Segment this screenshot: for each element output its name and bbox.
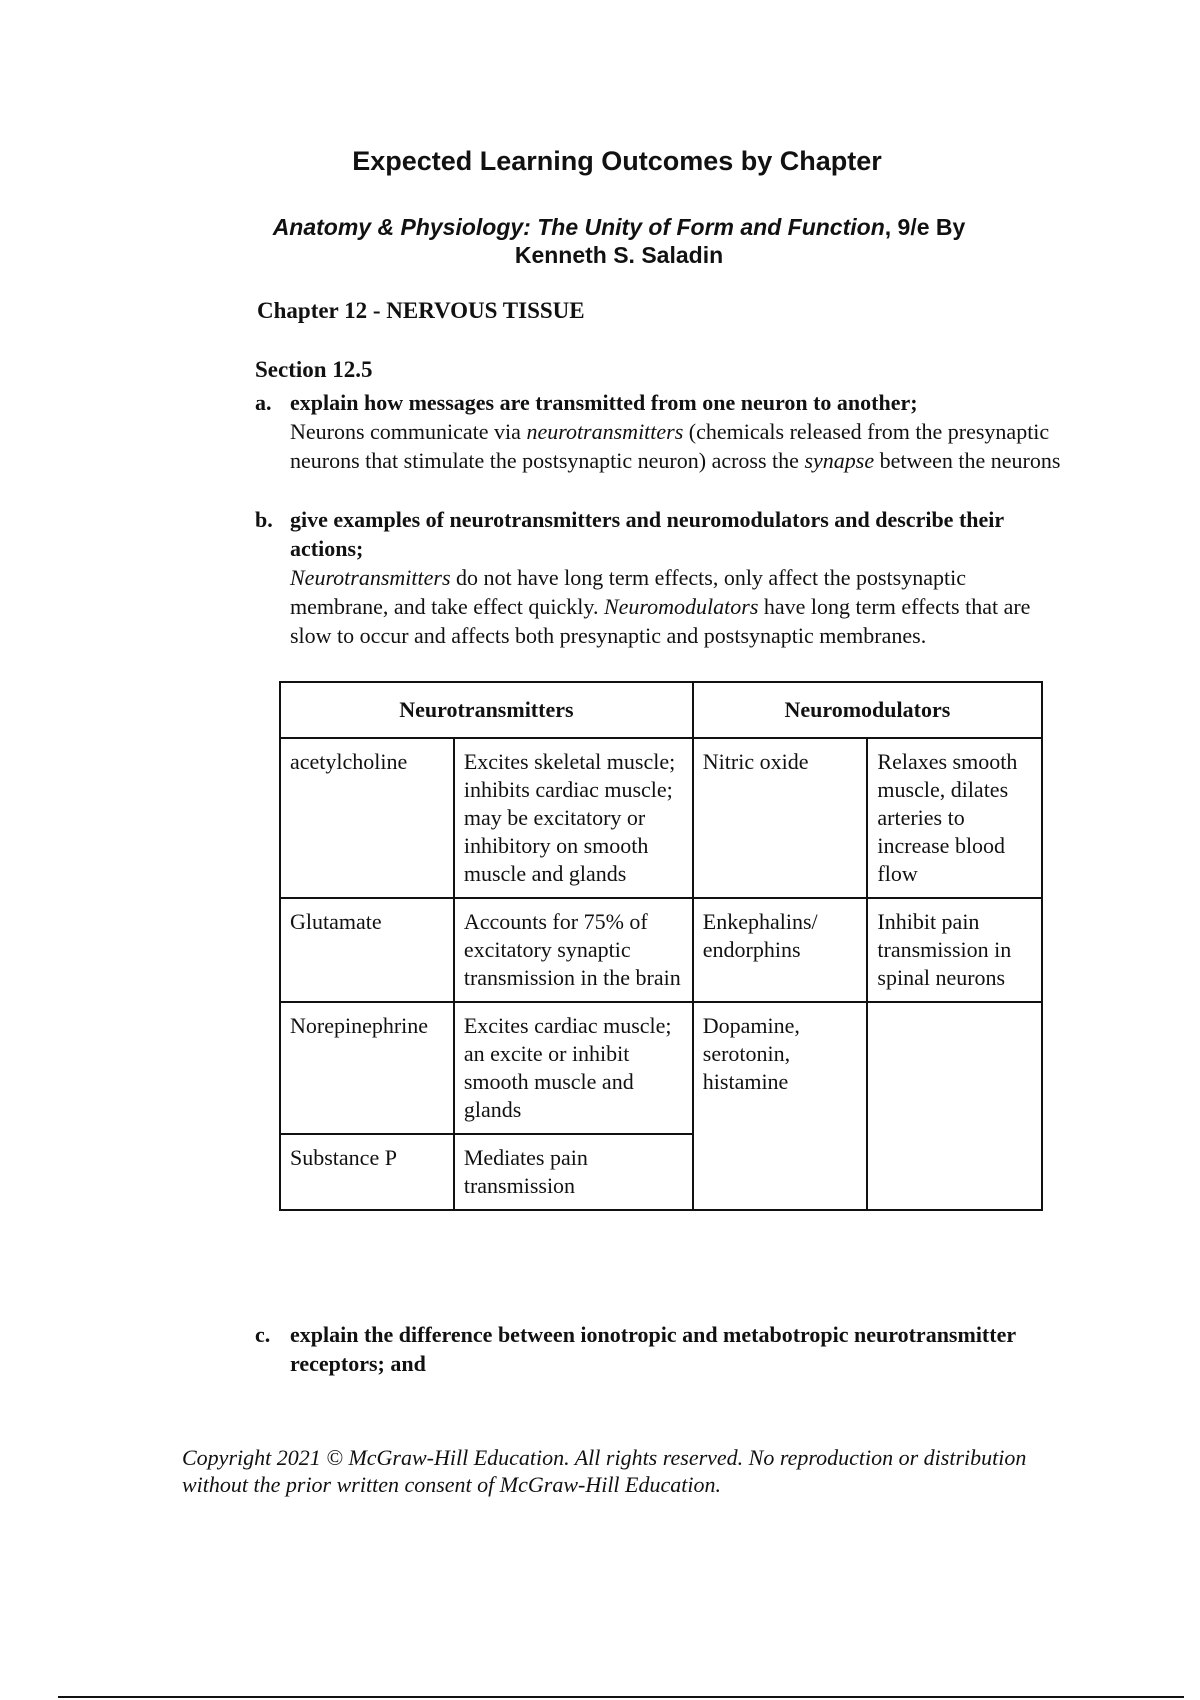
- outcome-item-b: [255, 505, 1065, 650]
- outcome-letter: c.: [255, 1322, 271, 1347]
- answer-term: neurotransmitters: [526, 419, 684, 444]
- book-title: Anatomy & Physiology: The Unity of Form and Function: [272, 214, 885, 240]
- section-heading: Section 12.5: [255, 357, 373, 382]
- transmitter-name: Glutamate: [280, 898, 454, 1002]
- book-citation: [254, 213, 984, 269]
- answer-text: do not have long term effects, only affect the postsynaptic membrane, and take effect quickly.: [290, 565, 966, 619]
- modulator-effect: Relaxes smooth muscle, dilates arteries to increase blood flow: [867, 738, 1042, 898]
- modulator-name: Dopamine, serotonin, histamine: [693, 1002, 868, 1210]
- chapter-heading: Chapter 12 - NERVOUS TISSUE: [257, 298, 585, 323]
- outcome-answer: [290, 417, 1065, 475]
- answer-text: (chemicals released from the presynaptic neurons that stimulate the postsynaptic neuron) across the: [290, 419, 1050, 473]
- answer-text: between the neurons: [874, 448, 1061, 473]
- modulator-effect: [867, 1002, 1042, 1210]
- answer-text: Neurons communicate via: [290, 419, 527, 444]
- outcome-letter: a.: [255, 390, 272, 415]
- header-neurotransmitters: Neurotransmitters: [280, 682, 693, 738]
- page-divider: [58, 1696, 1184, 1698]
- answer-term: Neurotransmitters: [290, 565, 451, 590]
- answer-term: Neuromodulators: [603, 594, 759, 619]
- outcome-question: explain how messages are transmitted from one neuron to another;: [290, 390, 918, 415]
- header-neuromodulators: Neuromodulators: [693, 682, 1042, 738]
- outcome-letter: b.: [255, 507, 273, 532]
- book-author: Kenneth S. Saladin: [514, 242, 724, 268]
- outcome-answer: [290, 563, 1065, 650]
- outcome-question: give examples of neurotransmitters and neuromodulators and describe their actions;: [290, 507, 1004, 561]
- transmitter-effect: Excites cardiac muscle; an excite or inhibit smooth muscle and glands: [454, 1002, 693, 1134]
- transmitter-name: acetylcholine: [280, 738, 454, 898]
- transmitter-effect: Accounts for 75% of excitatory synaptic transmission in the brain: [454, 898, 693, 1002]
- neurotransmitter-table: [279, 681, 1043, 1211]
- copyright-notice: Copyright 2021 © McGraw-Hill Education. All rights reserved. No reproduction or distribution without the prior written consent of McGraw-Hill Education.: [182, 1445, 1027, 1497]
- transmitter-name: Substance P: [280, 1134, 454, 1210]
- page-title: Expected Learning Outcomes by Chapter: [352, 146, 882, 176]
- transmitter-name: Norepinephrine: [280, 1002, 454, 1134]
- table-row: [280, 898, 1042, 1002]
- modulator-name: Enkephalins/ endorphins: [693, 898, 868, 1002]
- transmitter-effect: Mediates pain transmission: [454, 1134, 693, 1210]
- outcome-item-a: [255, 388, 1065, 475]
- answer-text: have long term effects that are slow to occur and affects both presynaptic and postsynaptic membranes.: [290, 594, 1031, 648]
- book-edition: , 9/e By: [884, 214, 966, 240]
- outcome-item-c: [255, 1320, 1065, 1378]
- outcome-question: explain the difference between ionotropic and metabotropic neurotransmitter receptors; and: [290, 1322, 1016, 1376]
- modulator-name: Nitric oxide: [693, 738, 868, 898]
- table-row: [280, 1002, 1042, 1134]
- answer-term: synapse: [804, 448, 875, 473]
- modulator-effect: Inhibit pain transmission in spinal neurons: [867, 898, 1042, 1002]
- table-row: [280, 738, 1042, 898]
- transmitter-effect: Excites skeletal muscle; inhibits cardiac muscle; may be excitatory or inhibitory on smooth muscle and glands: [454, 738, 693, 898]
- table-header-row: [280, 682, 1042, 738]
